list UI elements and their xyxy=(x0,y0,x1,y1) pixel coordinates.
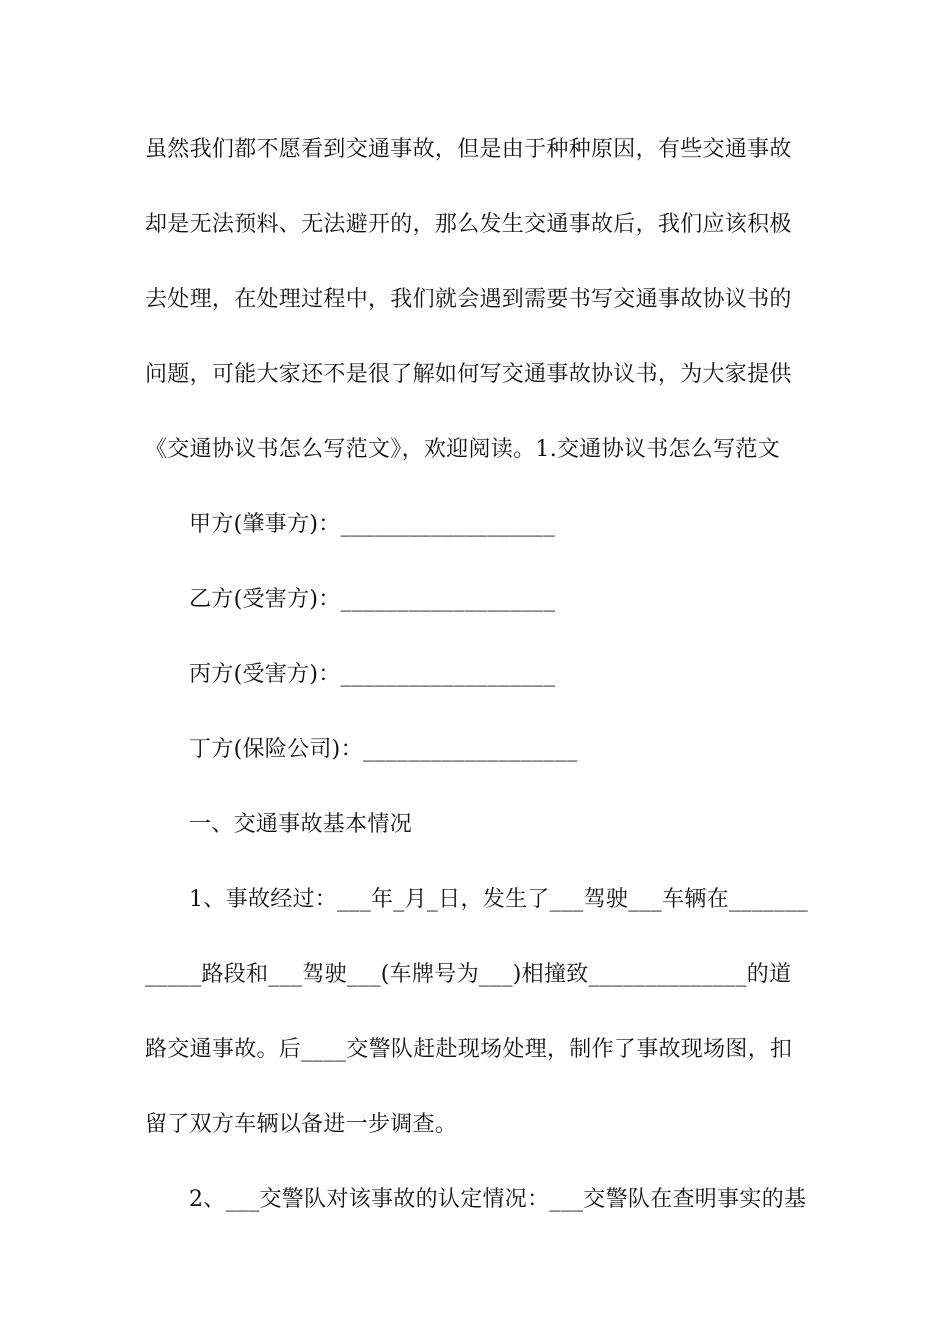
party-c-line: 丙方(受害方)：___________________ xyxy=(189,662,556,687)
item1-line-1: 1、事故经过：___年_月_日，发生了___驾驶___车辆在_______ xyxy=(189,887,809,912)
intro-line-5: 《交通协议书怎么写范文》，欢迎阅读。1.交通协议书怎么写范文 xyxy=(145,437,780,462)
intro-line-3: 去处理，在处理过程中，我们就会遇到需要书写交通事故协议书的 xyxy=(145,287,792,312)
party-b-line: 乙方(受害方)：___________________ xyxy=(189,587,556,612)
intro-line-1: 虽然我们都不愿看到交通事故，但是由于种种原因，有些交通事故 xyxy=(145,137,792,162)
item2-line-1: 2、___交警队对该事故的认定情况：___交警队在查明事实的基 xyxy=(189,1187,807,1212)
item1-line-3: 路交通事故。后____交警队赶赴现场处理，制作了事故现场图，扣 xyxy=(145,1037,793,1062)
item1-line-4: 留了双方车辆以备进一步调查。 xyxy=(145,1112,458,1137)
party-a-line: 甲方(肇事方)：___________________ xyxy=(189,512,556,537)
item1-line-2: _____路段和___驾驶___(车牌号为___)相撞致______________的道 xyxy=(145,962,792,987)
intro-line-4: 问题，可能大家还不是很了解如何写交通事故协议书，为大家提供 xyxy=(145,362,792,387)
intro-line-2: 却是无法预料、无法避开的，那么发生交通事故后，我们应该积极 xyxy=(145,212,792,237)
section-heading: 一、交通事故基本情况 xyxy=(189,812,413,837)
party-d-line: 丁方(保险公司)：___________________ xyxy=(189,737,578,762)
